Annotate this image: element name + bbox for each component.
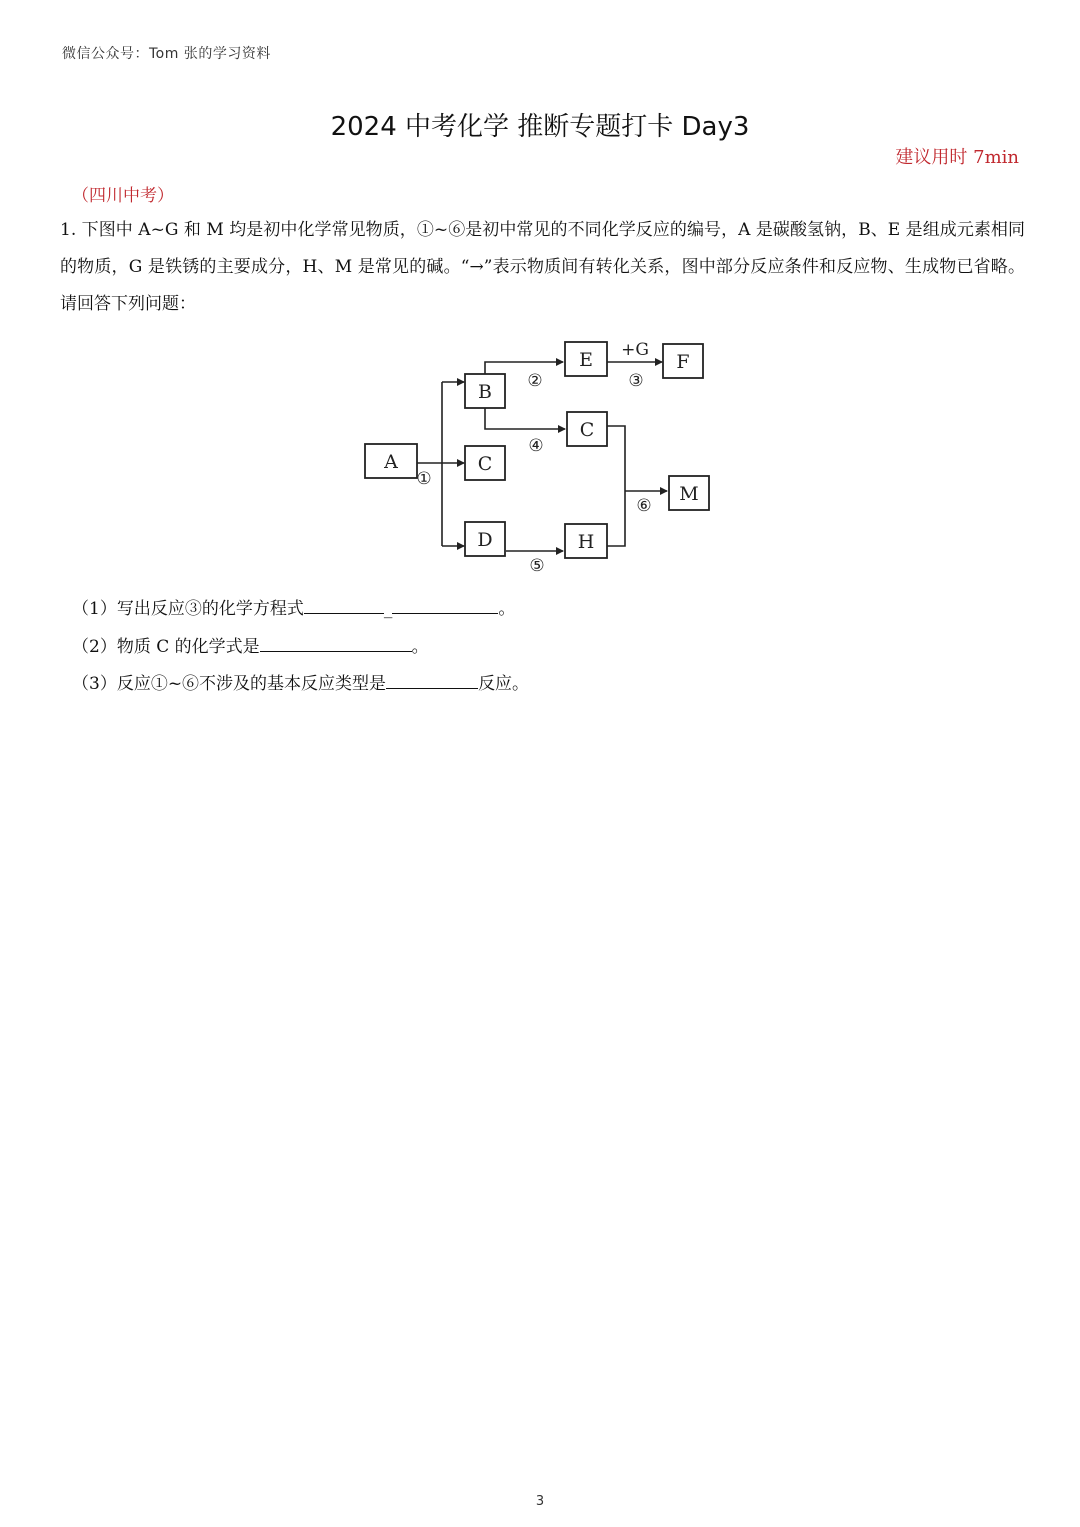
label-reaction-3: ③ [628, 371, 644, 391]
label-plus-g: +G [621, 340, 649, 360]
node-b: B [478, 381, 492, 403]
node-a: A [384, 451, 398, 473]
node-c2: C [579, 419, 595, 441]
node-h: H [577, 531, 595, 553]
node-c1: C [477, 453, 493, 475]
node-f: F [676, 351, 690, 373]
subquestion-1-mid: _ [383, 599, 393, 619]
reaction-diagram [355, 330, 725, 580]
question-source: （四川中考） [72, 186, 174, 206]
label-reaction-2: ② [527, 371, 543, 391]
answer-blank-3[interactable] [386, 670, 478, 689]
subquestion-2 [72, 632, 429, 657]
subquestion-3 [72, 669, 529, 694]
subquestion-1 [72, 594, 515, 619]
page-title: 2024 中考化学 推断专题打卡 Day3 [330, 112, 750, 142]
label-reaction-1: ① [416, 469, 432, 489]
node-e: E [579, 349, 593, 371]
subquestion-3-text: （3）反应①~⑥不涉及的基本反应类型是 [72, 674, 387, 694]
arrow-b-to-e [485, 362, 563, 374]
answer-blank-2[interactable] [260, 633, 412, 652]
node-m: M [679, 483, 699, 505]
label-reaction-4: ④ [528, 436, 544, 456]
wechat-header: 微信公众号：Tom 张的学习资料 [62, 46, 271, 62]
answer-blank-1b[interactable] [392, 595, 498, 614]
node-d: D [477, 529, 493, 551]
connector-c2-m [607, 426, 625, 546]
question-stem: 1. 下图中 A~G 和 M 均是初中化学常见物质，①~⑥是初中常见的不同化学反应的编号，A 是碳酸氢钠，B、E 是组成元素相同的物质，G 是铁锈的主要成分，H、M 是常见的碱。“→”表示物质间有转化关系，图中部分反应条件和反应物、生成物已省略。请回答下列问题： [60, 220, 1025, 314]
subquestion-1-suffix: 。 [498, 599, 516, 619]
answer-blank-1a[interactable] [304, 595, 384, 614]
subquestion-3-suffix: 反应。 [478, 674, 530, 694]
page-number: 3 [535, 1494, 545, 1509]
suggested-time: 建议用时 7min [895, 147, 1019, 168]
label-reaction-5: ⑤ [529, 556, 545, 576]
label-reaction-6: ⑥ [636, 496, 652, 516]
subquestion-1-text: （1）写出反应③的化学方程式 [72, 599, 304, 619]
subquestion-2-text: （2）物质 C 的化学式是 [72, 637, 260, 657]
subquestion-2-suffix: 。 [411, 637, 429, 657]
